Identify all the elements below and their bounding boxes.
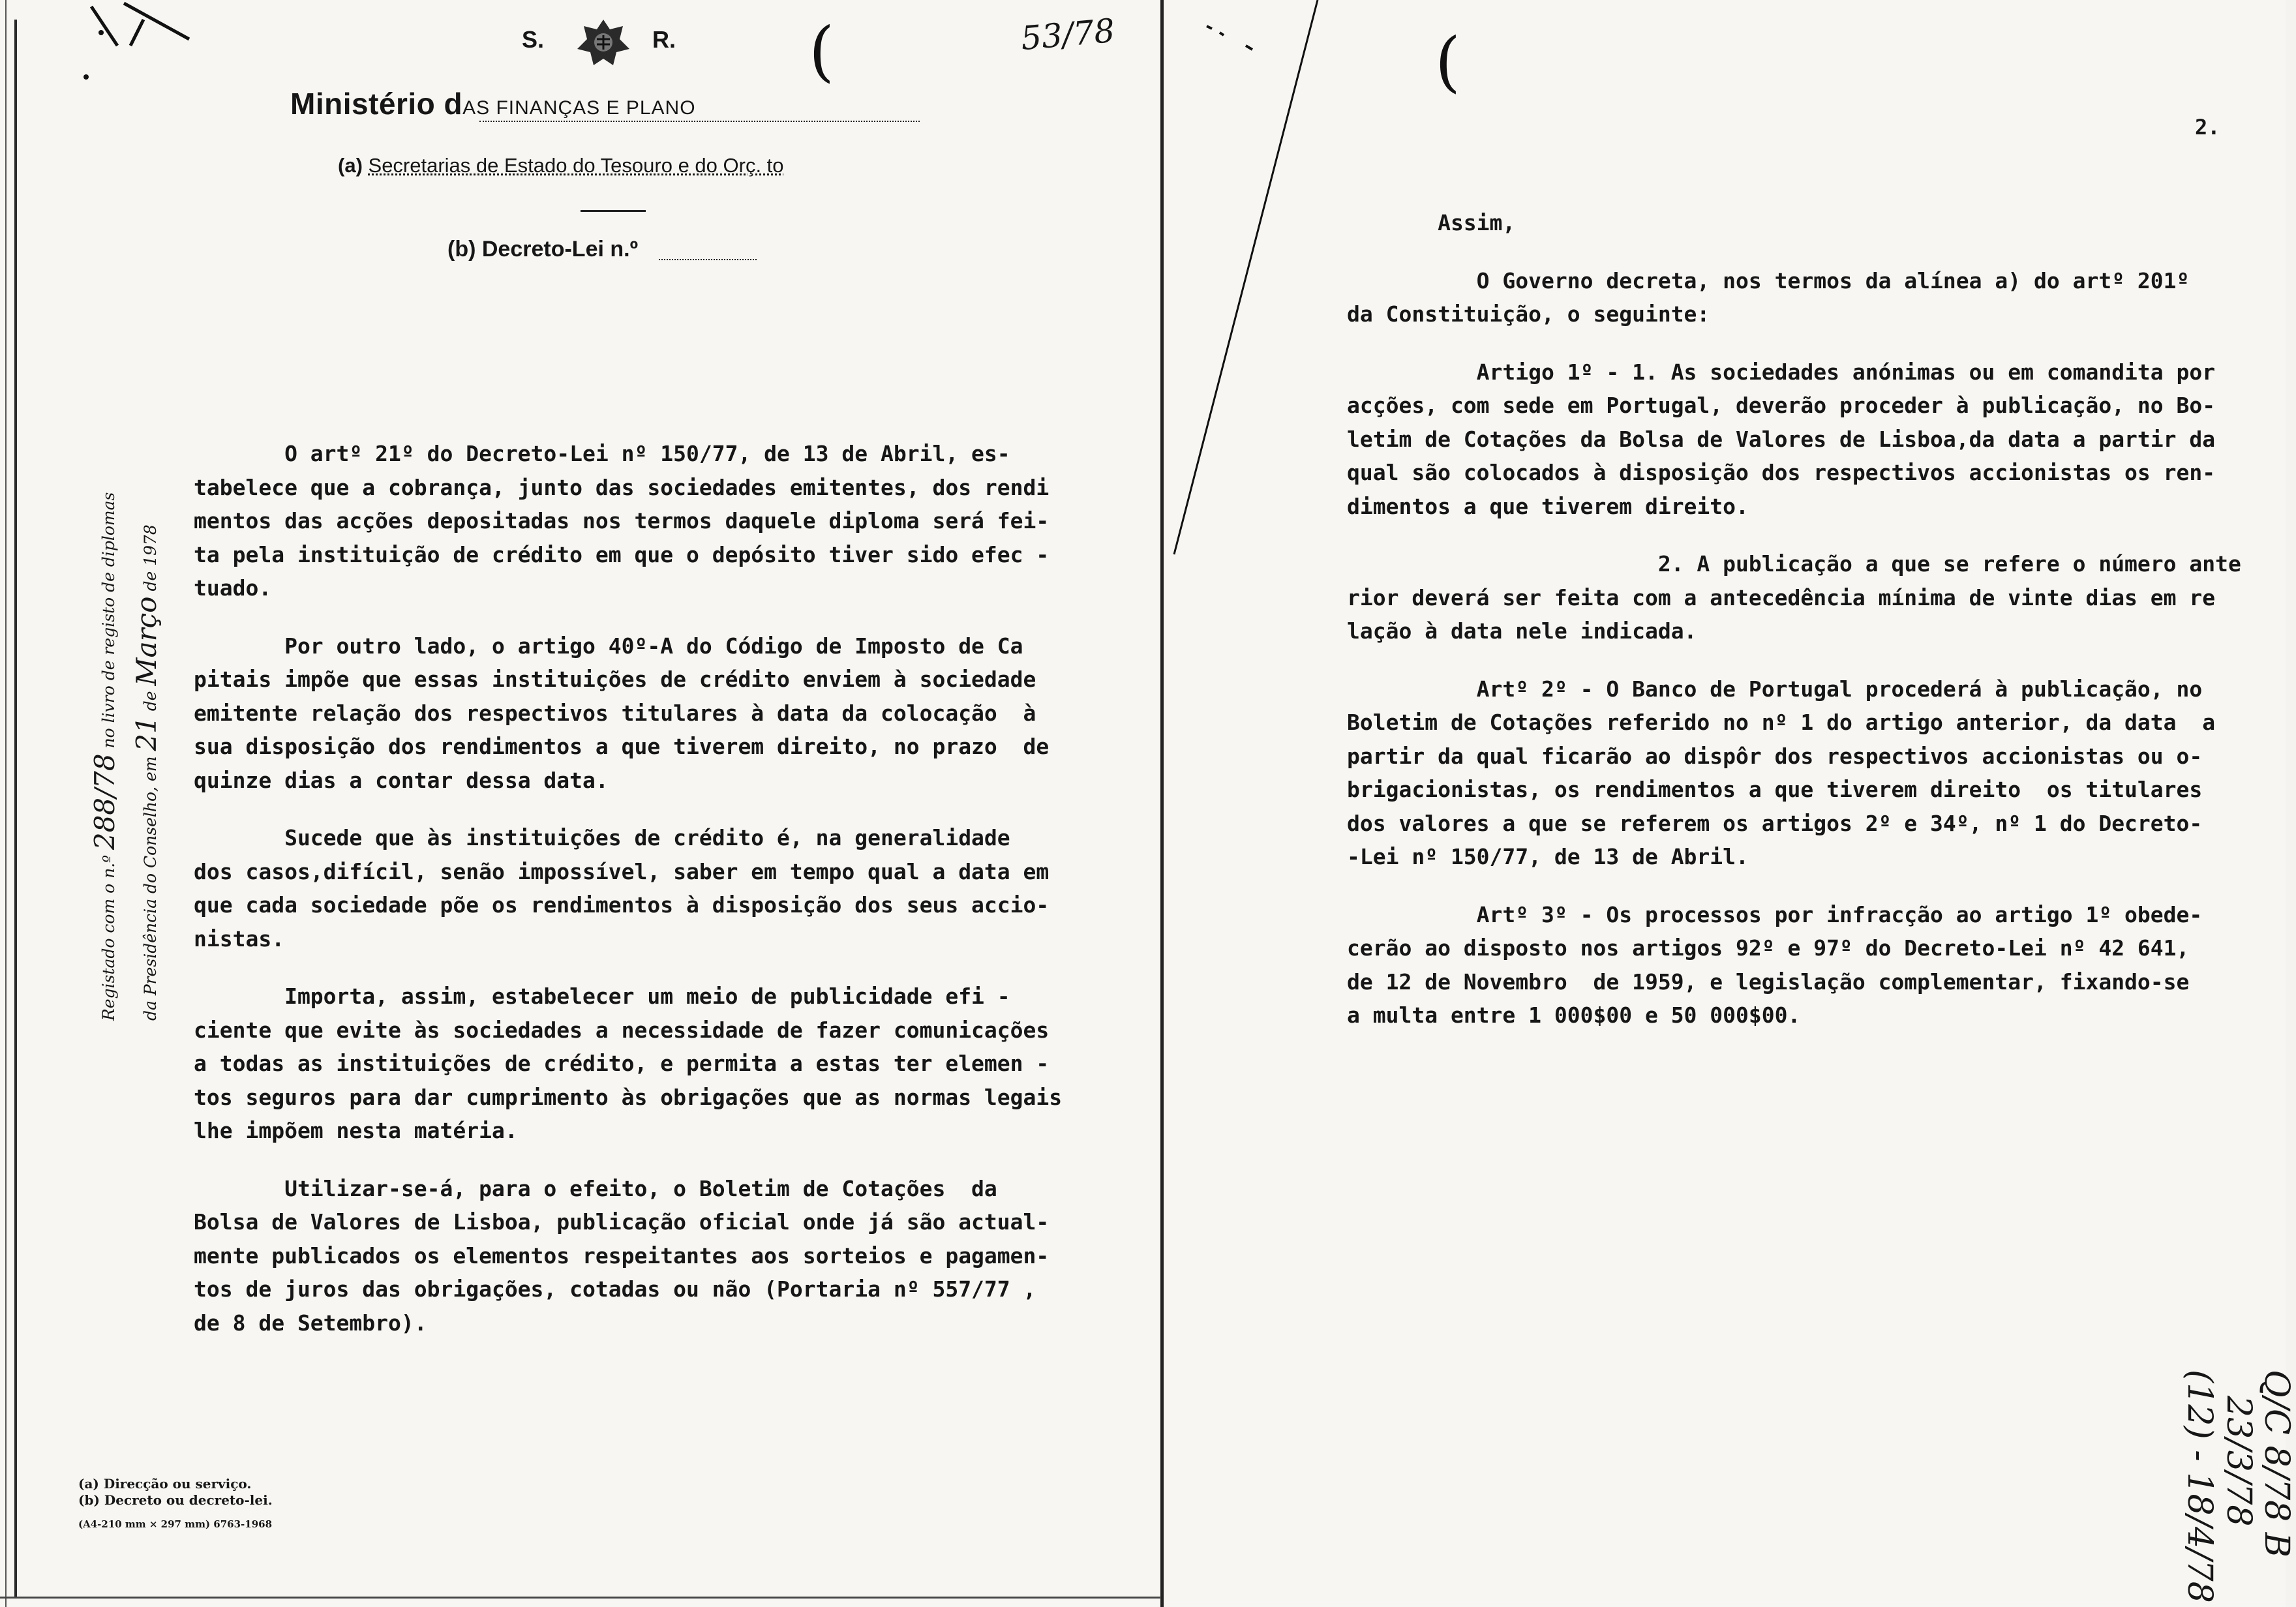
registration-text-d: de bbox=[141, 685, 160, 717]
binding-edge-line-outer bbox=[5, 0, 7, 1607]
handwritten-document-number: 53/78 bbox=[1019, 11, 1117, 58]
left-body-text bbox=[194, 437, 1062, 1340]
text-line: brigacionistas, os rendimentos a que tiverem direito os titulares bbox=[1347, 777, 2203, 802]
right-body-text bbox=[1347, 206, 2241, 1032]
text-line: Artº 2º - O Banco de Portugal procederá à publicação, no bbox=[1347, 676, 2203, 702]
handwritten-bracket-mark: ( bbox=[809, 13, 835, 89]
registration-text-c: da Presidência do Conselho, em bbox=[141, 751, 160, 1021]
text-line: cerão ao disposto nos artigos 92º e 97º do Decreto-Lei nº 42 641, bbox=[1347, 935, 2190, 961]
paragraph-gap bbox=[1347, 648, 2241, 672]
text-line: Assim, bbox=[1347, 210, 1516, 235]
page-number: 2. bbox=[2195, 115, 2220, 140]
stamp-line-2: 23/3/78 bbox=[2219, 1396, 2258, 1527]
registration-line-1 bbox=[86, 368, 128, 1021]
text-line: tos seguros para dar cumprimento às obrigações que as normas legais bbox=[194, 1084, 1063, 1110]
paper-format-note: (A4-210 mm × 297 mm) 6763-1968 bbox=[78, 1518, 273, 1530]
binding-edge-line bbox=[14, 20, 17, 1598]
stamp-line-3: (12) - 18/4/78 bbox=[2180, 1370, 2219, 1603]
text-line: Importa, assim, estabelecer um meio de publicidade efi - bbox=[194, 984, 1010, 1009]
registration-text-b: no livro de registo de diplomas bbox=[99, 492, 118, 754]
text-line: emitente relação dos respectivos titulares à data da colocação à bbox=[194, 700, 1036, 726]
registration-text-a: Registado com o n.º bbox=[99, 850, 118, 1021]
text-line: nistas. bbox=[194, 925, 285, 952]
decreto-dotted-line bbox=[659, 259, 757, 260]
text-line: dos casos,difícil, senão impossível, saber em tempo qual a data em bbox=[194, 858, 1050, 884]
paragraph-gap bbox=[1347, 874, 2241, 898]
text-line: sua disposição dos rendimentos a que tiverem direito, no prazo de bbox=[194, 734, 1050, 759]
footnotes bbox=[78, 1476, 273, 1533]
text-line: a multa entre 1 000$00 e 50 000$00. bbox=[1347, 1002, 1801, 1028]
paragraph-gap bbox=[1347, 331, 2241, 355]
registration-side-note bbox=[86, 368, 170, 1021]
text-line: ciente que evite às sociedades a necessidade de fazer comunicações bbox=[194, 1017, 1050, 1043]
secretarias-text: Secretarias de Estado do Tesouro e do Orç. to bbox=[368, 154, 784, 177]
text-line: Sucede que às instituições de crédito é, na generalidade bbox=[194, 825, 1010, 850]
text-line: -Lei nº 150/77, de 13 de Abril. bbox=[1347, 844, 1749, 869]
text-line: da Constituição, o seguinte: bbox=[1347, 301, 1710, 327]
text-line: que cada sociedade põe os rendimentos à disposição dos seus accio- bbox=[194, 892, 1050, 918]
text-line: de 8 de Setembro). bbox=[194, 1310, 427, 1336]
decreto-label: Decreto-Lei n.º bbox=[481, 237, 639, 262]
registration-month: Março bbox=[130, 596, 162, 686]
decreto-mark: (b) bbox=[447, 237, 476, 262]
text-line: tabelece que a cobrança, junto das sociedades emitentes, dos rendi bbox=[194, 474, 1050, 500]
paragraph-gap bbox=[194, 1148, 1062, 1172]
footnote-b: (b) Decreto ou decreto-lei. bbox=[78, 1492, 273, 1508]
text-line: pitais impõe que essas instituições de crédito enviem à sociedade bbox=[194, 667, 1036, 692]
page-bottom-edge bbox=[0, 1597, 1161, 1599]
text-line: lação à data nele indicada. bbox=[1347, 618, 1697, 644]
handwritten-corner-annotation bbox=[2146, 1370, 2296, 1603]
text-line: Bolsa de Valores de Lisboa, publicação oficial onde já são actual- bbox=[194, 1209, 1050, 1235]
text-line: rior deverá ser feita com a antecedência mínima de vinte dias em re bbox=[1347, 584, 2216, 610]
text-line: O artº 21º do Decreto-Lei nº 150/77, de 13 de Abril, es- bbox=[194, 441, 1010, 466]
text-line: partir da qual ficarão ao dispôr dos respectivos accionistas ou o- bbox=[1347, 743, 2203, 769]
text-line: Utilizar-se-á, para o efeito, o Boletim de Cotações da bbox=[194, 1175, 997, 1201]
text-line: acções, com sede em Portugal, deverão proceder à publicação, no Bo- bbox=[1347, 393, 2216, 418]
footnote-a: (a) Direcção ou serviço. bbox=[78, 1476, 252, 1492]
handwritten-bracket-mark-right: ( bbox=[1435, 23, 1461, 100]
paragraph-gap bbox=[1347, 240, 2241, 264]
text-line: mente publicados os elementos respeitantes aos sorteios e pagamen- bbox=[194, 1242, 1050, 1269]
text-line: mentos das acções depositadas nos termos daquele diploma será fei- bbox=[194, 508, 1050, 533]
text-line: ta pela instituição de crédito em que o depósito tiver sido efec - bbox=[194, 541, 1050, 567]
ministry-title bbox=[290, 86, 696, 121]
header-rule bbox=[581, 210, 646, 212]
text-line: Por outro lado, o artigo 40º-A do Código de Imposto de Ca bbox=[194, 633, 1023, 659]
stamp-line-1: Q/C 8/78 B bbox=[2257, 1370, 2296, 1557]
ministry-dotted-line bbox=[479, 121, 920, 122]
text-line: 2. A publicação a que se refere o número ante bbox=[1347, 551, 2241, 577]
ministry-handwritten: AS FINANÇAS E PLANO bbox=[462, 97, 696, 119]
secretarias-line bbox=[338, 154, 784, 177]
text-line: Artº 3º - Os processos por infracção ao artigo 1º obede- bbox=[1347, 901, 2203, 927]
decreto-line bbox=[447, 237, 638, 262]
coat-of-arms-emblem bbox=[567, 13, 639, 72]
text-line: tos de juros das obrigações, cotadas ou não (Portaria nº 557/77 , bbox=[194, 1276, 1036, 1302]
text-line: Boletim de Cotações referido no nº 1 do artigo anterior, da data a bbox=[1347, 710, 2216, 735]
text-line: dos valores a que se referem os artigos 2º e 34º, nº 1 do Decreto- bbox=[1347, 810, 2203, 836]
margin-pen-stroke bbox=[1168, 0, 1324, 587]
text-line: letim de Cotações da Bolsa de Valores de Lisboa,da data a partir da bbox=[1347, 426, 2216, 452]
paragraph-gap bbox=[1347, 523, 2241, 547]
registration-year: de 1978 bbox=[141, 524, 160, 597]
text-line: Artigo 1º - 1. As sociedades anónimas ou em comandita por bbox=[1347, 359, 2216, 385]
paragraph-gap bbox=[194, 955, 1062, 980]
registration-number: 288/78 bbox=[89, 753, 121, 850]
paragraph-gap bbox=[194, 797, 1062, 821]
text-line: qual são colocados à disposição dos respectivos accionistas os ren- bbox=[1347, 460, 2216, 485]
text-line: a todas as instituições de crédito, e permita a estas ter elemen - bbox=[194, 1051, 1050, 1076]
text-line: de 12 de Novembro de 1959, e legislação complementar, fixando-se bbox=[1347, 969, 2190, 995]
header-s: S. bbox=[522, 26, 545, 53]
paragraph-gap bbox=[194, 605, 1062, 629]
ministry-prefix: Ministério d bbox=[290, 87, 463, 121]
text-line: quinze dias a contar dessa data. bbox=[194, 767, 609, 793]
text-line: lhe impõem nesta matéria. bbox=[194, 1118, 518, 1143]
registration-line-2 bbox=[128, 368, 170, 1021]
corner-scribble bbox=[26, 0, 176, 98]
text-line: dimentos a que tiverem direito. bbox=[1347, 493, 1749, 519]
header-r: R. bbox=[652, 26, 676, 53]
page-fold-divider bbox=[1160, 0, 1164, 1607]
secretarias-mark: (a) bbox=[338, 154, 363, 177]
text-line: O Governo decreta, nos termos da alínea a) do artº 201º bbox=[1347, 267, 2190, 293]
registration-day: 21 bbox=[130, 716, 162, 751]
text-line: tuado. bbox=[194, 575, 272, 601]
